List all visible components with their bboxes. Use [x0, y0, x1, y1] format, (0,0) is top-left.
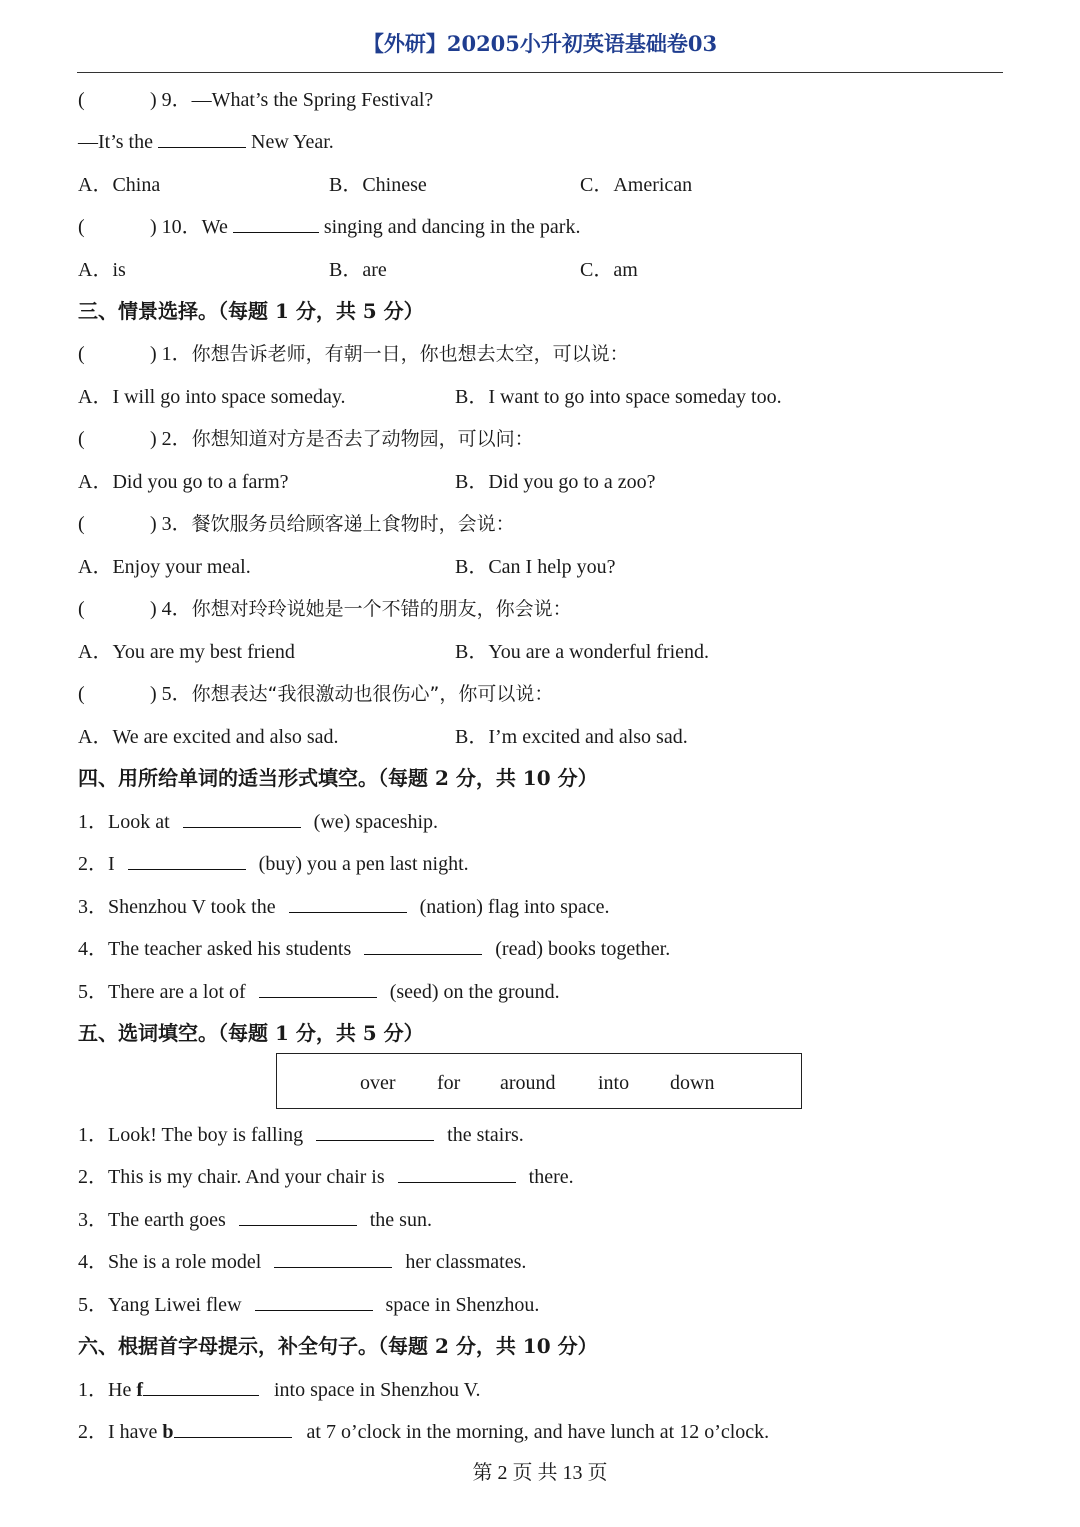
word-bank-item: over [360, 1072, 396, 1094]
item-number: 1． [78, 811, 108, 833]
question-number: ) 2． [150, 428, 192, 450]
page-footer: 第 2 页 共 13 页 [472, 1462, 608, 1484]
s3-question-4 [78, 596, 572, 622]
answer-paren: ( [78, 513, 85, 535]
question-pre: We [201, 216, 228, 238]
item-post: her classmates. [405, 1251, 527, 1273]
question-number: ) 3． [150, 513, 192, 535]
answer-pre: —It’s the [78, 131, 153, 153]
option-b[interactable]: B．Did you go to a zoo? [455, 471, 656, 493]
option-b[interactable]: B．You are a wonderful friend. [455, 641, 710, 663]
answer-paren: ( [78, 598, 85, 620]
question-post: singing and dancing in the park. [323, 216, 581, 238]
option-a[interactable]: A．We are excited and also sad. [78, 726, 339, 748]
question-text: 你想知道对方是否去了动物园，可以问： [191, 428, 534, 450]
option-b[interactable]: B．Chinese [329, 174, 427, 196]
item-number: 2． [78, 1421, 108, 1443]
item-post: space in Shenzhou. [385, 1294, 540, 1316]
option-a[interactable]: A．You are my best friend [78, 641, 295, 663]
word-bank-item: into [598, 1072, 630, 1094]
question-number: ) 1． [150, 343, 192, 365]
s6-item-1 [78, 1377, 480, 1403]
word-bank-item: down [670, 1072, 715, 1094]
option-b[interactable]: B．I want to go into space someday too. [455, 386, 782, 408]
item-pre: This is my chair. And your chair is [108, 1166, 385, 1188]
item-number: 4． [78, 938, 108, 960]
item-pre: Look! The boy is falling [108, 1124, 304, 1146]
item-post: (nation) flag into space. [419, 896, 610, 918]
option-a[interactable]: A．Did you go to a farm? [78, 471, 289, 493]
s4-item-5 [78, 979, 560, 1005]
item-number: 4． [78, 1251, 108, 1273]
s3-question-1 [78, 341, 629, 367]
answer-blank[interactable] [174, 1419, 292, 1438]
section-5-title: 五、选词填空。（每题 1 分，共 5 分） [78, 1021, 424, 1045]
option-b[interactable]: B．I’m excited and also sad. [455, 726, 688, 748]
answer-blank[interactable] [398, 1164, 516, 1183]
item-post: at 7 o’clock in the morning, and have lunch at 12 o’clock. [306, 1421, 770, 1443]
hint-letter: f [136, 1379, 143, 1401]
question-9-answer-line [78, 129, 334, 155]
answer-blank[interactable] [143, 1377, 259, 1396]
option-c[interactable]: C．American [580, 174, 693, 196]
s4-item-3 [78, 894, 610, 920]
s5-item-3 [78, 1207, 432, 1233]
word-bank-item: for [437, 1072, 461, 1094]
item-post: (read) books together. [495, 938, 671, 960]
answer-paren: ( [78, 89, 85, 111]
option-b[interactable]: B．Can I help you? [455, 556, 616, 578]
answer-blank[interactable] [255, 1292, 373, 1311]
item-number: 5． [78, 981, 108, 1003]
answer-paren: ( [78, 428, 85, 450]
answer-paren: ( [78, 343, 85, 365]
item-number: 3． [78, 1209, 108, 1231]
option-a[interactable]: A．China [78, 174, 161, 196]
question-text: 你想表达“我很激动也很伤心”，你可以说： [191, 683, 554, 705]
answer-blank[interactable] [183, 809, 301, 828]
item-pre: He [108, 1379, 132, 1401]
question-text: 餐饮服务员给顾客递上食物时，会说： [191, 513, 515, 535]
item-pre: Shenzhou V took the [108, 896, 276, 918]
s4-item-4 [78, 936, 670, 962]
s5-item-1 [78, 1122, 524, 1148]
answer-post: New Year. [251, 131, 334, 153]
answer-blank[interactable] [259, 979, 377, 998]
s5-item-2 [78, 1164, 574, 1190]
question-9 [78, 87, 433, 113]
hint-letter: b [162, 1421, 174, 1443]
item-post: (we) spaceship. [313, 811, 439, 833]
question-text: 你想对玲玲说她是一个不错的朋友，你会说： [191, 598, 572, 620]
item-pre: The earth goes [108, 1209, 226, 1231]
item-number: 1． [78, 1124, 108, 1146]
item-pre: Look at [108, 811, 170, 833]
item-pre: Yang Liwei flew [108, 1294, 242, 1316]
item-pre: I have [108, 1421, 158, 1443]
s3-question-5 [78, 681, 553, 707]
s5-item-5 [78, 1292, 539, 1318]
item-number: 5． [78, 1294, 108, 1316]
question-text: 你想告诉老师，有朝一日，你也想去太空，可以说： [191, 343, 629, 365]
page-header-title: 【外研】20205小升初英语基础卷03 [362, 31, 718, 56]
answer-blank[interactable] [128, 851, 246, 870]
s4-item-1 [78, 809, 438, 835]
answer-blank[interactable] [364, 936, 482, 955]
s6-item-2 [78, 1419, 769, 1445]
section-3-title: 三、情景选择。（每题 1 分，共 5 分） [78, 299, 424, 323]
item-post: the sun. [369, 1209, 432, 1231]
s4-item-2 [78, 851, 469, 877]
option-a[interactable]: A．I will go into space someday. [78, 386, 346, 408]
question-10 [78, 214, 580, 240]
section-6-title: 六、根据首字母提示，补全句子。（每题 2 分，共 10 分） [78, 1334, 598, 1358]
item-post: there. [528, 1166, 574, 1188]
option-b[interactable]: B．are [329, 259, 387, 281]
option-c[interactable]: C．am [580, 259, 638, 281]
answer-blank[interactable] [316, 1122, 434, 1141]
answer-paren: ( [78, 216, 85, 238]
option-a[interactable]: A．Enjoy your meal. [78, 556, 251, 578]
answer-blank[interactable] [239, 1207, 357, 1226]
item-number: 1． [78, 1379, 108, 1401]
item-pre: There are a lot of [108, 981, 246, 1003]
option-a[interactable]: A．is [78, 259, 126, 281]
answer-blank[interactable] [158, 129, 246, 148]
s5-item-4 [78, 1249, 526, 1275]
header-divider [77, 72, 1003, 73]
answer-blank[interactable] [233, 214, 319, 233]
s3-question-3 [78, 511, 515, 537]
answer-blank[interactable] [289, 894, 407, 913]
answer-paren: ( [78, 683, 85, 705]
question-number: ) 4． [150, 598, 192, 620]
question-text: —What’s the Spring Festival? [191, 89, 434, 111]
question-number: ) 9． [150, 89, 192, 111]
item-post: (seed) on the ground. [389, 981, 560, 1003]
item-post: into space in Shenzhou V. [274, 1379, 481, 1401]
item-post: (buy) you a pen last night. [258, 853, 469, 875]
question-number: ) 5． [150, 683, 192, 705]
item-pre: She is a role model [108, 1251, 262, 1273]
item-post: the stairs. [447, 1124, 524, 1146]
question-number: ) 10． [150, 216, 202, 238]
s3-question-2 [78, 426, 534, 452]
section-4-title: 四、用所给单词的适当形式填空。（每题 2 分，共 10 分） [78, 766, 598, 790]
item-number: 2． [78, 853, 108, 875]
item-number: 3． [78, 896, 108, 918]
item-pre: I [108, 853, 115, 875]
answer-blank[interactable] [274, 1249, 392, 1268]
item-pre: The teacher asked his students [108, 938, 352, 960]
item-number: 2． [78, 1166, 108, 1188]
word-bank-box [276, 1053, 802, 1109]
word-bank-item: around [500, 1072, 556, 1094]
